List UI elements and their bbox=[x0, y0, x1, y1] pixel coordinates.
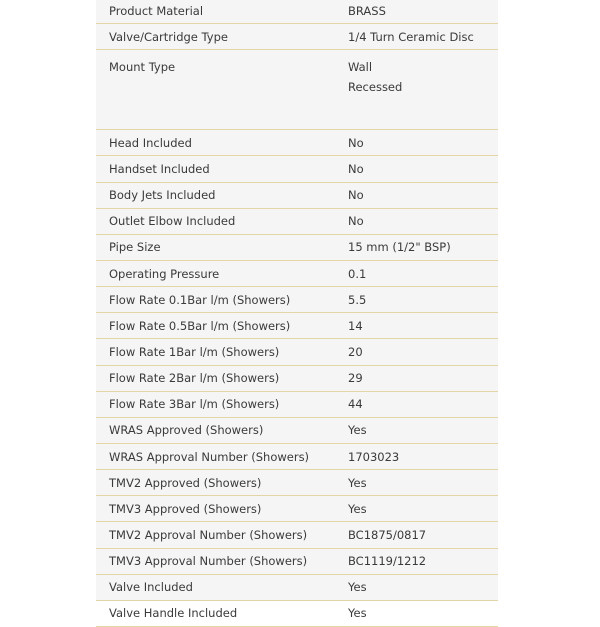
spec-label: TMV3 Approval Number (Showers) bbox=[109, 554, 308, 569]
spec-row-product-material bbox=[96, 0, 498, 24]
spec-value: 0.1 bbox=[348, 266, 367, 281]
spec-row-flow-rate-2bar bbox=[96, 366, 498, 392]
spec-value: No bbox=[348, 135, 364, 150]
spec-row-flow-rate-1bar bbox=[96, 339, 498, 365]
spec-value: No bbox=[348, 214, 364, 229]
spec-row-tmv2-approved bbox=[96, 470, 498, 496]
spec-label: Pipe Size bbox=[109, 240, 161, 255]
spec-row-outlet-elbow-included bbox=[96, 209, 498, 235]
spec-label: TMV2 Approval Number (Showers) bbox=[109, 527, 308, 542]
spec-label: Flow Rate 2Bar l/m (Showers) bbox=[109, 371, 280, 386]
spec-row-tmv3-approved bbox=[96, 496, 498, 522]
spec-row-valve-handle-included bbox=[96, 601, 498, 627]
spec-value-line: Wall bbox=[348, 60, 373, 75]
spec-label: Body Jets Included bbox=[109, 188, 216, 203]
spec-label: Valve/Cartridge Type bbox=[109, 29, 228, 44]
spec-value: 1/4 Turn Ceramic Disc bbox=[348, 29, 474, 44]
spec-label: Valve Handle Included bbox=[109, 606, 238, 621]
spec-value: BRASS bbox=[348, 3, 386, 18]
spec-row-wras-approved bbox=[96, 418, 498, 444]
spec-label: TMV3 Approved (Showers) bbox=[109, 501, 262, 516]
spec-value: No bbox=[348, 188, 364, 203]
spec-row-handset-included bbox=[96, 156, 498, 182]
spec-value: No bbox=[348, 161, 364, 176]
spec-label: Product Material bbox=[109, 3, 204, 18]
spec-label: TMV2 Approved (Showers) bbox=[109, 475, 262, 490]
spec-row-operating-pressure bbox=[96, 261, 498, 287]
spec-value: BC1119/1212 bbox=[348, 554, 427, 569]
spec-label: Mount Type bbox=[109, 60, 176, 75]
spec-value: Yes bbox=[348, 580, 367, 595]
spec-value: Yes bbox=[348, 475, 367, 490]
spec-value: Yes bbox=[348, 423, 367, 438]
spec-row-tmv3-approval-number bbox=[96, 549, 498, 575]
spec-label: Flow Rate 0.5Bar l/m (Showers) bbox=[109, 318, 291, 333]
spec-row-valve-included bbox=[96, 575, 498, 601]
specifications-table bbox=[96, 0, 498, 627]
spec-value: 29 bbox=[348, 371, 363, 386]
spec-value: 14 bbox=[348, 318, 363, 333]
spec-label: Valve Included bbox=[109, 580, 193, 595]
spec-value: Yes bbox=[348, 501, 367, 516]
spec-value-line: Recessed bbox=[348, 80, 403, 95]
spec-row-pipe-size bbox=[96, 235, 498, 261]
specifications-panel bbox=[96, 0, 498, 621]
spec-label: Handset Included bbox=[109, 161, 210, 176]
spec-label: WRAS Approval Number (Showers) bbox=[109, 449, 310, 464]
spec-value: 20 bbox=[348, 344, 363, 359]
spec-value: 5.5 bbox=[348, 292, 367, 307]
spec-value: 15 mm (1/2" BSP) bbox=[348, 240, 451, 255]
spec-row-flow-rate-0-1bar bbox=[96, 287, 498, 313]
spec-label: Outlet Elbow Included bbox=[109, 214, 236, 229]
spec-value: 44 bbox=[348, 397, 363, 412]
spec-label: Flow Rate 0.1Bar l/m (Showers) bbox=[109, 292, 291, 307]
spec-label: Flow Rate 3Bar l/m (Showers) bbox=[109, 397, 280, 412]
spec-row-wras-approval-number bbox=[96, 444, 498, 470]
spec-label: Flow Rate 1Bar l/m (Showers) bbox=[109, 344, 280, 359]
spec-row-valve-cartridge-type bbox=[96, 24, 498, 50]
spec-value: 1703023 bbox=[348, 449, 400, 464]
spec-value: Yes bbox=[348, 606, 367, 621]
spec-value bbox=[348, 57, 498, 97]
spec-label: Operating Pressure bbox=[109, 266, 220, 281]
spec-row-body-jets-included bbox=[96, 183, 498, 209]
spec-label: Head Included bbox=[109, 135, 192, 150]
spec-row-flow-rate-0-5bar bbox=[96, 313, 498, 339]
spec-row-mount-type bbox=[96, 50, 498, 130]
spec-row-flow-rate-3bar bbox=[96, 392, 498, 418]
spec-value: BC1875/0817 bbox=[348, 527, 427, 542]
spec-row-tmv2-approval-number bbox=[96, 522, 498, 548]
spec-row-head-included bbox=[96, 130, 498, 156]
spec-label: WRAS Approved (Showers) bbox=[109, 423, 264, 438]
